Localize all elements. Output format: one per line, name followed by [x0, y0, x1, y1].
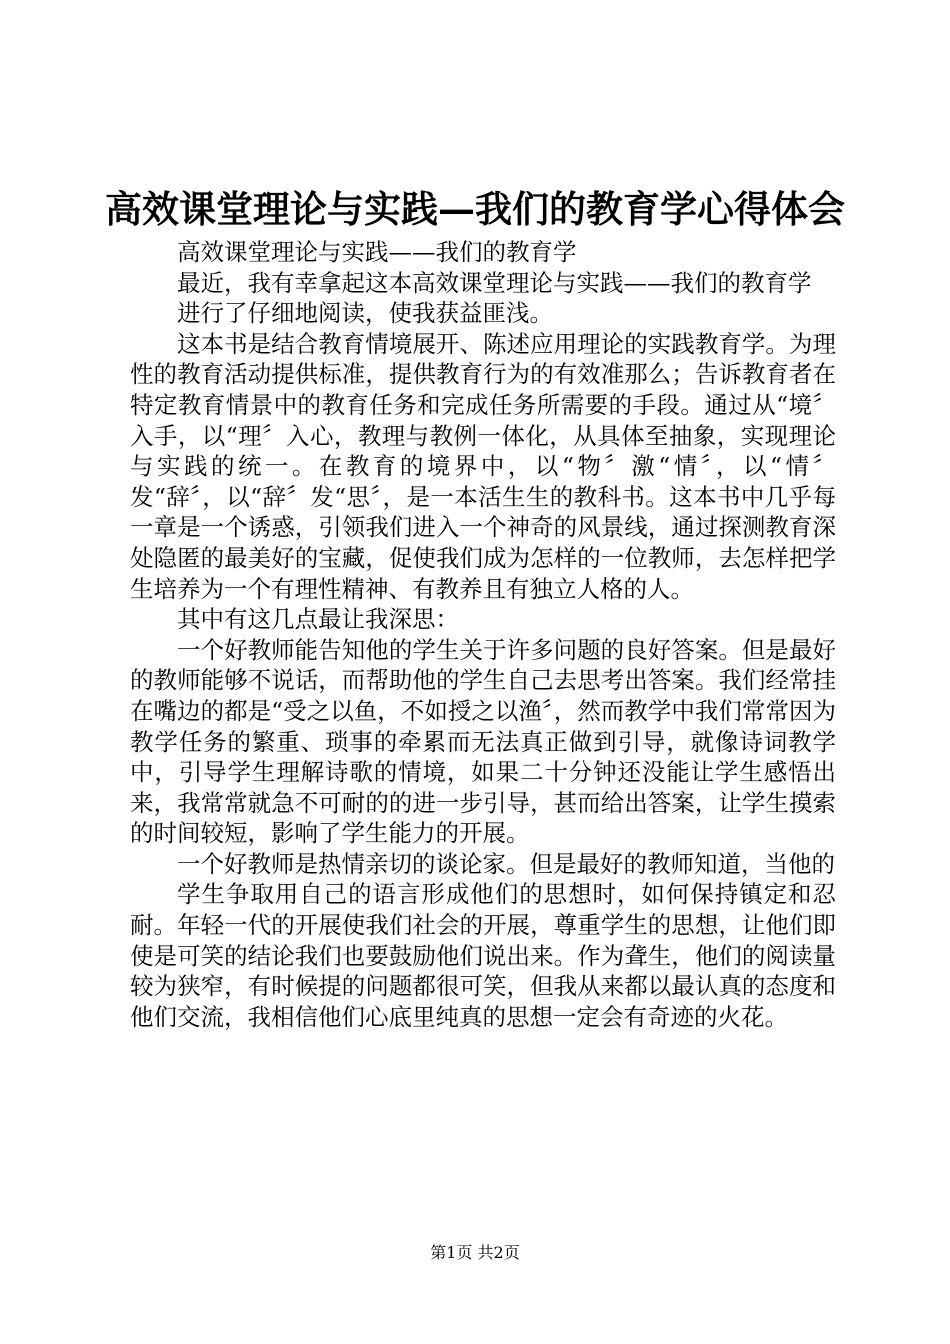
document-title: 高效课堂理论与实践—我们的教育学心得体会	[105, 187, 845, 231]
document-body	[130, 237, 836, 1032]
paragraph-1: 高效课堂理论与实践——我们的教育学	[177, 238, 577, 266]
paragraph-8: 学生争取用自己的语言形成他们的思想时，如何保持镇定和忍耐。年轻一代的开展使我们社会的开展，尊重学生的思想，让他们即使是可笑的结论我们也要鼓励他们说出来。作为聋生，他们的阅读量较为狭窄，有时候提的问题都很可笑，但我从来都以最认真的态度和他们交流，我相信他们心底里纯真的思想一定会有奇迹的火花。	[130, 880, 836, 1031]
paragraph-7: 一个好教师是热情亲切的谈论家。但是最好的教师知道，当他的	[177, 849, 835, 878]
paragraph-4: 这本书是结合教育情境展开、陈述应用理论的实践教育学。为理性的教育活动提供标准，提供教育行为的有效准那么；告诉教育者在特定教育情景中的教育任务和完成任务所需要的手段。通过从“境〞入手，以“理〞入心，教理与教例一体化，从具体至抽象，实现理论与实践的统一。在教育的境界中，以“物〞激“情〞，以“情〞发“辞〞，以“辞〞发“思〞，是一本活生生的教科书。这本书中几乎每一章是一个诱惑，引领我们进入一个神奇的风景线，通过探测教育深处隐匿的最美好的宝藏，促使我们成为怎样的一位教师，去怎样把学生培养为一个有理性精神、有教养且有独立人格的人。	[130, 329, 836, 603]
paragraph-6: 一个好教师能告知他的学生关于许多问题的良好答案。但是最好的教师能够不说话，而帮助他的学生自己去思考出答案。我们经常挂在嘴边的都是“受之以鱼，不如授之以渔〞，然而教学中我们常常因为教学任务的繁重、琐事的牵累而无法真正做到引导，就像诗词教学中，引导学生理解诗歌的情境，如果二十分钟还没能让学生感悟出来，我常常就急不可耐的的进一步引导，甚而给出答案，让学生摸索的时间较短，影响了学生能力的开展。	[130, 635, 836, 848]
paragraph-5: 其中有这几点最让我深思：	[177, 605, 459, 634]
paragraph-3: 进行了仔细地阅读，使我获益匪浅。	[177, 299, 553, 328]
paragraph-2: 最近，我有幸拿起这本高效课堂理论与实践——我们的教育学	[177, 268, 812, 297]
page-footer: 第1页 共2页	[430, 1243, 520, 1262]
